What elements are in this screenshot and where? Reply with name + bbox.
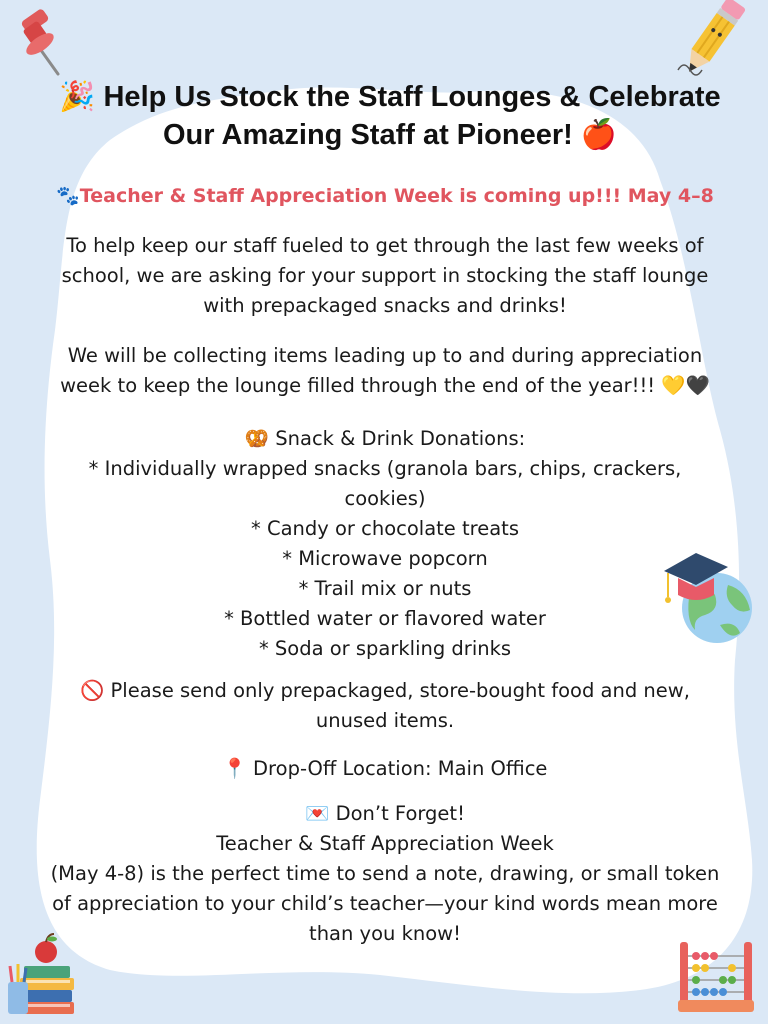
- dropoff-line: 📍 Drop-Off Location: Main Office: [222, 757, 548, 780]
- intro-paragraph: [30, 231, 740, 321]
- intro-line: To help keep our staff fueled to get through the last few weeks of: [66, 234, 704, 257]
- list-item: * Candy or chocolate treats: [251, 517, 519, 540]
- page-title: [40, 78, 740, 154]
- intro-line: with prepackaged snacks and drinks!: [203, 294, 567, 317]
- donations-list: [30, 424, 740, 664]
- reminder-line: 💌 Don’t Forget!: [305, 802, 465, 825]
- intro-line: school, we are asking for your support in stocking the staff lounge: [61, 264, 709, 287]
- list-item: * Microwave popcorn: [282, 547, 488, 570]
- list-item: * Bottled water or flavored water: [224, 607, 546, 630]
- notice-paragraph: [30, 676, 740, 736]
- donations-heading: 🥨 Snack & Drink Donations:: [244, 427, 526, 450]
- list-item: cookies): [344, 487, 426, 510]
- collecting-paragraph: [30, 341, 740, 401]
- notice-line: 🚫 Please send only prepackaged, store-bought food and new,: [80, 679, 690, 702]
- reminder-line: of appreciation to your child’s teacher—your kind words mean more: [52, 892, 718, 915]
- collecting-line: We will be collecting items leading up to and during appreciation: [67, 344, 703, 367]
- list-item: * Soda or sparkling drinks: [258, 637, 512, 660]
- reminder-paragraph: [30, 799, 740, 949]
- notice-line: unused items.: [315, 709, 455, 732]
- collecting-line: week to keep the lounge filled through the end of the year!!! 💛🖤: [60, 374, 710, 397]
- list-item: * Individually wrapped snacks (granola bars, chips, crackers,: [88, 457, 682, 480]
- reminder-line: Teacher & Staff Appreciation Week: [216, 832, 554, 855]
- title-line-2: Our Amazing Staff at Pioneer! 🍎: [163, 119, 617, 151]
- reminder-line: than you know!: [309, 922, 461, 945]
- title-line-1: 🎉 Help Us Stock the Staff Lounges & Celebrate: [59, 81, 721, 113]
- dropoff-location: [30, 754, 740, 784]
- event-subtitle: 🐾Teacher & Staff Appreciation Week is coming up!!! May 4–8: [56, 185, 714, 207]
- list-item: * Trail mix or nuts: [298, 577, 472, 600]
- reminder-line: (May 4-8) is the perfect time to send a note, drawing, or small token: [50, 862, 720, 885]
